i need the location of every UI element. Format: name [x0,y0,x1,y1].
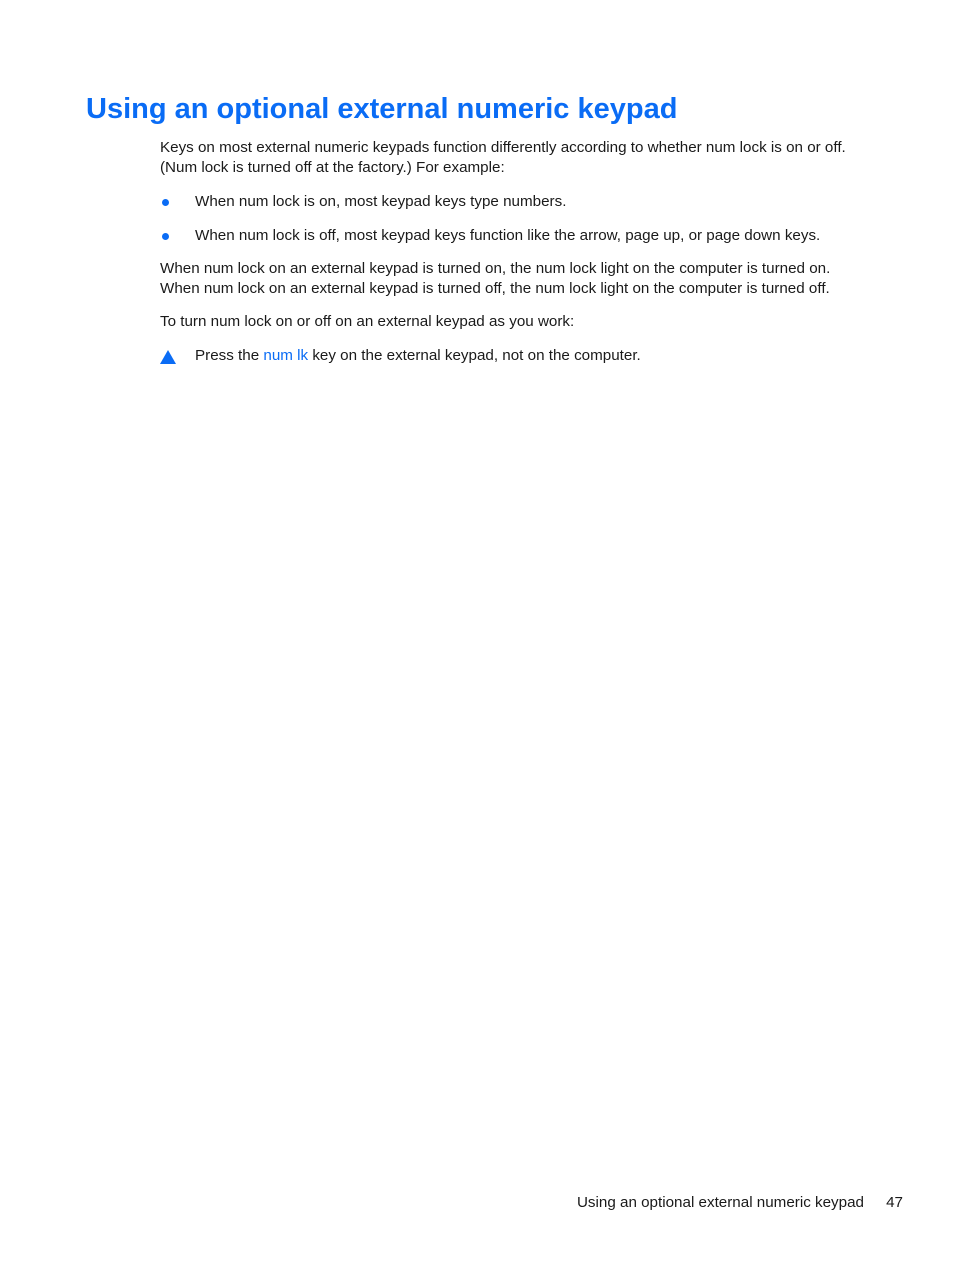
step-triangle-icon [160,350,176,364]
light-note-paragraph [160,259,890,299]
list-item-text: When num lock is on, most keypad keys type numbers. [195,193,567,210]
light-note-line-2: When num lock on an external keypad is turned off, the num lock light on the computer is turned off. [160,280,830,297]
intro-paragraph [160,138,890,178]
light-note-line-1: When num lock on an external keypad is turned on, the num lock light on the computer is turned on. [160,260,831,277]
bullet-dot-icon [162,233,169,240]
bullet-dot-icon [162,199,169,206]
step-text-before: Press the [195,347,264,364]
footer-title: Using an optional external numeric keypad [576,1194,864,1211]
instruction-paragraph: To turn num lock on or off on an external keypad as you work: [160,313,575,330]
list-item-text: When num lock is off, most keypad keys function like the arrow, page up, or page down keys. [195,227,821,244]
page-title: Using an optional external numeric keypad [86,93,678,125]
step-text [195,346,641,366]
intro-line-2: (Num lock is turned off at the factory.) For example: [160,159,505,176]
intro-line-1: Keys on most external numeric keypads function differently according to whether num lock is on or off. [160,139,846,156]
step-text-after: key on the external keypad, not on the computer. [308,347,641,364]
num-lk-key-label: num lk [263,347,309,364]
page-number: 47 [886,1194,903,1211]
